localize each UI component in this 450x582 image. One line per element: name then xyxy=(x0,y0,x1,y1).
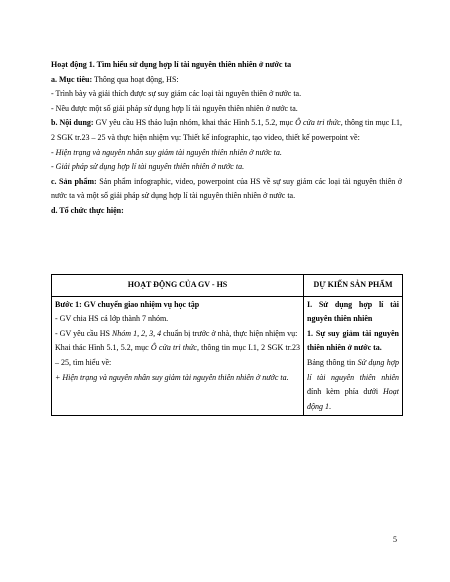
product-note-text: Bảng thông tin xyxy=(307,357,358,367)
page-number: 5 xyxy=(393,535,397,544)
product-note-italic: Hoạt động 1 xyxy=(307,387,399,411)
activity-text: chuẩn bị trước ở nhà, thực hiện nhiệm vụ: xyxy=(161,328,298,338)
product-note-italic: Sử dụng hợp lí tài nguyên thiên nhiên xyxy=(307,357,399,382)
objective-label: a. Mục tiêu: xyxy=(51,74,93,84)
content-item: - Hiện trạng và nguyên nhân suy giảm tài nguyên thiên nhiên ở nước ta. xyxy=(51,147,282,157)
activity-cell xyxy=(52,296,304,416)
objective-item: - Nêu được một số giải pháp sử dụng hợp lí tài nguyên thiên nhiên ở nước ta. xyxy=(51,103,298,113)
product-note xyxy=(307,356,399,414)
document-body xyxy=(51,58,402,219)
activity-line: + Hiện trạng và nguyên nhân suy giảm tài nguyên thiên nhiên ở nước ta. xyxy=(55,372,289,382)
objective-item: - Trình bày và giải thích được sự suy giảm các loại tài nguyên thiên ở nước ta. xyxy=(51,89,302,99)
activity-table xyxy=(51,274,403,416)
activity-text: - GV yêu cầu HS xyxy=(55,328,112,338)
activity-italic-ref: Ô cửa tri thức xyxy=(150,343,197,353)
content-text: GV yêu cầu HS thảo luận nhóm, khai thác Hình 5.1, 5.2, mục xyxy=(93,118,296,128)
content-label: b. Nội dung: xyxy=(51,118,94,128)
product-label: c. Sản phẩm: xyxy=(51,176,97,186)
content-italic-ref: Ô cửa tri thức xyxy=(295,118,341,128)
activity-title: Hoạt động 1. Tìm hiểu sử dụng hợp lí tài nguyên thiên nhiên ở nước ta xyxy=(51,60,292,69)
product-subheading: 1. Sự suy giảm tài nguyên thiên nhiên ở nước ta. xyxy=(307,328,399,353)
product-note-text: . xyxy=(329,401,331,411)
activity-line: - GV chia HS cả lớp thành 7 nhóm. xyxy=(55,314,169,324)
activity-text: Khai thác Hình 5.1, 5.2, mục xyxy=(55,343,151,353)
product-heading: I. Sử dụng hợp lí tài nguyên thiên nhiên xyxy=(307,299,399,324)
content-text-cont: , thông tin mục I.1, 2 SGK tr.23 – 25 và thực hiện nhiệm vụ: Thiết kế infographic, tạo video, thiết kế powerpoint về: xyxy=(51,118,402,142)
table-row xyxy=(52,296,403,416)
objective-paragraph xyxy=(51,73,402,88)
step-title: Bước 1: GV chuyển giao nhiệm vụ học tập xyxy=(55,299,200,309)
product-cell xyxy=(304,296,403,416)
product-note-text: đính kèm phía dưới xyxy=(307,387,383,397)
table-header-product: DỰ KIẾN SẢN PHẨM xyxy=(304,275,403,297)
table-header-row xyxy=(52,275,403,297)
group-names: Nhóm 1, 2, 3, 4 xyxy=(111,328,162,338)
activity-text: , thông tin mục I.1, 2 SGK tr.23 – 25, tìm hiểu về: xyxy=(55,343,300,367)
activity-line xyxy=(55,327,300,342)
table-header-activity: HOẠT ĐỘNG CỦA GV - HS xyxy=(52,275,304,297)
organization-heading: d. Tổ chức thực hiện: xyxy=(51,205,124,215)
product-paragraph xyxy=(51,175,402,204)
product-text: Sản phẩm infographic, video, powerpoint của HS về sự suy giảm các loại tài nguyên thiên ở nước ta và một số giải pháp sử dụng hợp lí tài nguyên thiên nhiên ở nước ta. xyxy=(51,176,402,201)
activity-line xyxy=(55,341,300,370)
content-paragraph xyxy=(51,116,402,145)
content-item: - Giải pháp sử dụng hợp lí tài nguyên thiên nhiên ở nước ta. xyxy=(51,162,245,172)
objective-intro: Thông qua hoạt động, HS: xyxy=(92,74,179,84)
